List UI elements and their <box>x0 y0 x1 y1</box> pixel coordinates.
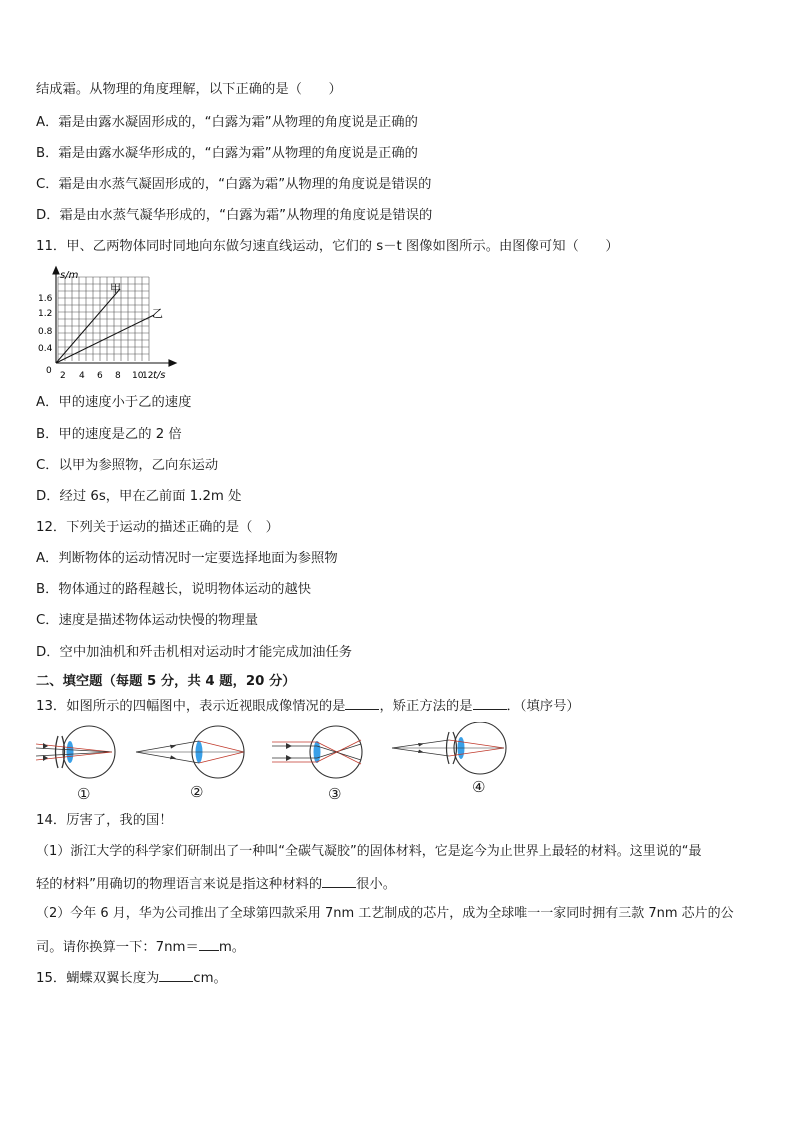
eye-diagram-4 <box>392 722 506 774</box>
diagram-label-3: ③ <box>328 785 342 803</box>
graph-x-tick: 10 <box>132 371 144 381</box>
answer-blank[interactable] <box>159 967 193 982</box>
q13-stem-b: ，矫正方法的是 <box>379 699 473 714</box>
q12-stem: 12．下列关于运动的描述正确的是（ ） <box>36 520 279 535</box>
line-a-label: 甲 <box>110 282 121 295</box>
st-graph <box>36 265 186 383</box>
q15-text-a: 15．蝴蝶双翼长度为 <box>36 971 160 986</box>
line-b-label: 乙 <box>152 307 163 320</box>
eye-diagram-1 <box>36 726 115 778</box>
diagram-label-1: ① <box>77 785 91 803</box>
q11-stem: 11．甲、乙两物体同时同地向东做匀速直线运动，它们的 s－t 图像如图所示。由图像可知（ ） <box>36 239 619 254</box>
q13-stem-c: ．（填序号） <box>506 699 580 714</box>
graph-y-tick: 0.8 <box>38 327 53 337</box>
q10-option-c: C．霜是由水蒸气凝固形成的，“白露为霜”从物理的角度说是错误的 <box>36 177 432 192</box>
q12-option-d: D．空中加油机和歼击机相对运动时才能完成加油任务 <box>36 645 353 660</box>
q11-option-d: D．经过 6s，甲在乙前面 1.2m 处 <box>36 489 242 504</box>
graph-x-tick: 6 <box>97 371 103 381</box>
graph-x-tick: 8 <box>115 371 121 381</box>
q10-option-b: B．霜是由露水凝华形成的，“白露为霜”从物理的角度说是正确的 <box>36 146 418 161</box>
q14-part2-line2 <box>36 936 245 958</box>
q14-part1-line1: （1）浙江大学的科学家们研制出了一种叫“全碳气凝胶”的固体材料，它是迄今为止世界上最轻的材料。这里说的“最 <box>36 844 702 859</box>
answer-blank[interactable] <box>473 695 507 710</box>
graph-y-tick: 1.2 <box>38 309 53 319</box>
q10-stem-tail: 结成霜。从物理的角度理解，以下正确的是（ ） <box>36 82 342 97</box>
graph-x-tick: 12 <box>142 371 154 381</box>
q12-option-b: B．物体通过的路程越长，说明物体运动的越快 <box>36 582 312 597</box>
q11-option-b: B．甲的速度是乙的 2 倍 <box>36 427 182 442</box>
q14-part2-line1: （2）今年 6 月，华为公司推出了全球第四款采用 7nm 工艺制成的芯片，成为全球唯一一家同时拥有三款 7nm 芯片的公 <box>36 906 734 921</box>
diagram-label-2: ② <box>190 783 204 801</box>
diagram-label-4: ④ <box>472 778 486 796</box>
answer-blank[interactable] <box>345 695 379 710</box>
q12-option-a: A．判断物体的运动情况时一定要选择地面为参照物 <box>36 551 338 566</box>
eye-diagram-2 <box>136 726 244 778</box>
q11-option-a: A．甲的速度小于乙的速度 <box>36 395 192 410</box>
graph-y-label: s/m <box>60 270 79 281</box>
q13-stem-a: 13．如图所示的四幅图中，表示近视眼成像情况的是 <box>36 699 346 714</box>
graph-x-tick: 4 <box>79 371 85 381</box>
q12-option-c: C．速度是描述物体运动快慢的物理量 <box>36 613 259 628</box>
q14-part1-text-b: 很小。 <box>356 877 397 892</box>
q14-part2-text-b: m。 <box>218 940 246 955</box>
q14-part1-line2 <box>36 873 396 895</box>
q15-text-b: cm。 <box>193 971 227 986</box>
q10-option-a: A．霜是由露水凝固形成的，“白露为霜”从物理的角度说是正确的 <box>36 115 418 130</box>
q14-stem: 14．厉害了，我的国！ <box>36 813 173 828</box>
q15-stem <box>36 967 227 989</box>
graph-y-tick: 0.4 <box>38 344 53 354</box>
q13-stem <box>36 695 580 717</box>
q11-option-c: C．以甲为参照物，乙向东运动 <box>36 458 219 473</box>
section-title: 二、填空题（每题 5 分，共 4 题，20 分） <box>36 674 296 689</box>
eye-diagram-3 <box>272 726 362 778</box>
eye-diagrams <box>36 722 516 784</box>
graph-x-tick: 2 <box>60 371 66 381</box>
q14-part1-text-a: 轻的材料”用确切的物理语言来说是指这种材料的 <box>36 877 323 892</box>
graph-x-label: t/s <box>153 370 166 381</box>
graph-y-tick: 1.6 <box>38 294 53 304</box>
q10-option-d: D．霜是由水蒸气凝华形成的，“白露为霜”从物理的角度说是错误的 <box>36 208 433 223</box>
graph-origin: 0 <box>46 366 52 376</box>
answer-blank[interactable] <box>322 873 356 888</box>
q14-part2-text-a: 司。请你换算一下：7nm＝ <box>36 940 199 955</box>
answer-blank[interactable] <box>199 936 219 951</box>
